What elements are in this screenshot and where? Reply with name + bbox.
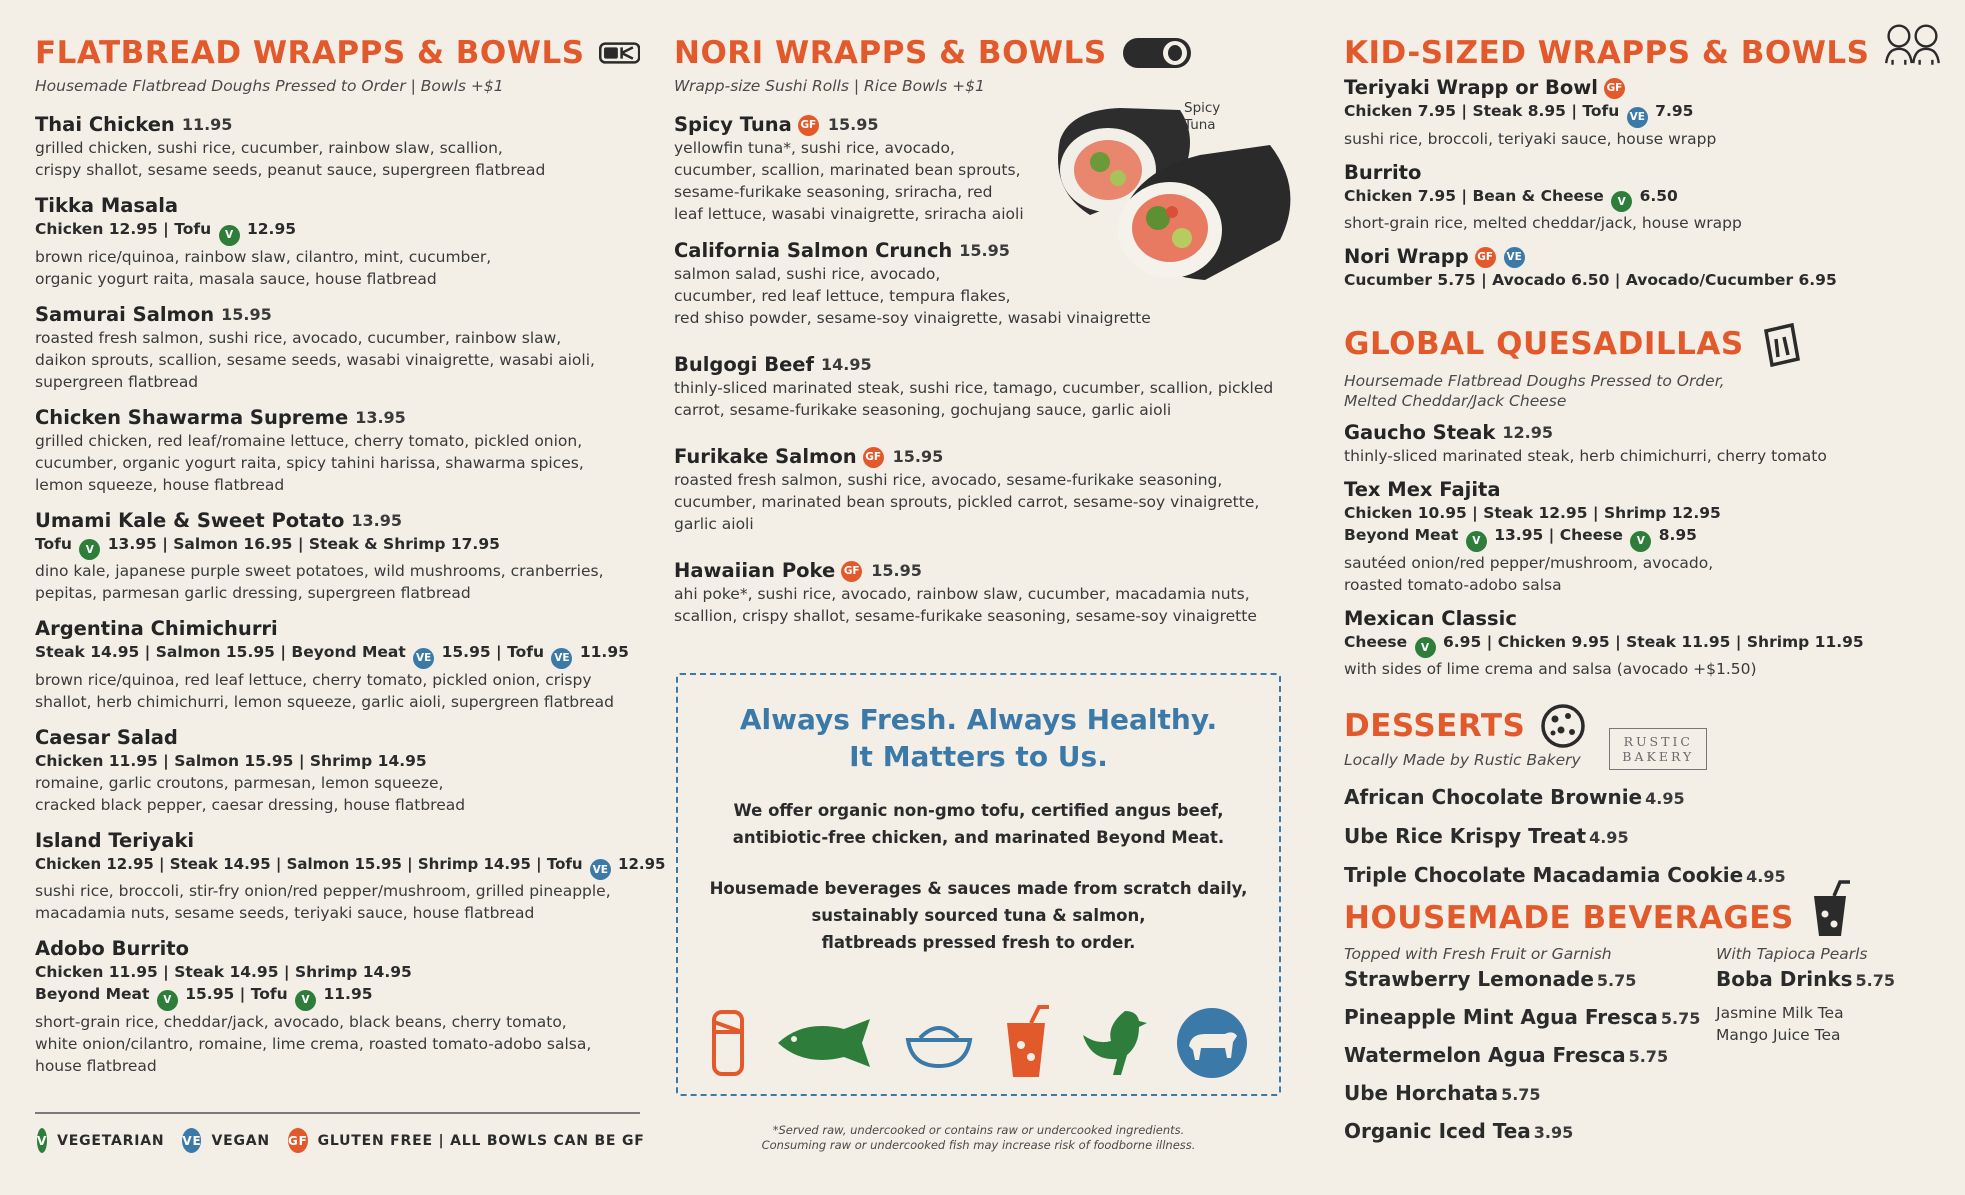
item-description: garlic aioli [674, 515, 754, 533]
item-description: leaf lettuce, wasabi vinaigrette, sriracha aioli [674, 205, 1024, 223]
item-price: 15.95 [221, 304, 272, 324]
item-description: grilled chicken, red leaf/romaine lettuce, cherry tomato, pickled onion, [35, 431, 583, 450]
item-name: Samurai Salmon [35, 302, 215, 326]
spicy-tuna-image-label: Spicy Tuna [1184, 100, 1221, 133]
beverage-item: Organic Iced Tea 3.95 [1344, 1119, 1574, 1143]
beverages-left-subtitle: Topped with Fresh Fruit or Garnish [1344, 945, 1612, 963]
vegan-badge: VE [1627, 107, 1648, 128]
item-description: romaine, garlic croutons, parmesan, lemon squeeze, [35, 773, 444, 792]
gluten-free-badge: GF [288, 1128, 308, 1153]
item-price: 15.95 [959, 241, 1010, 260]
kids-title: KID-SIZED WRAPPS & BOWLS [1344, 34, 1944, 72]
item-description: sushi rice, broccoli, stir-fry onion/red pepper/mushroom, grilled pineapple, [35, 882, 611, 900]
vegetarian-badge: V [1611, 191, 1632, 212]
item-description: thinly-sliced marinated steak, herb chimichurri, cherry tomato [1344, 447, 1827, 465]
item-description: brown rice/quinoa, rainbow slaw, cilantro, mint, cucumber, [35, 247, 492, 266]
item-description: cucumber, red leaf lettuce, tempura flakes, [674, 287, 1011, 305]
vegetarian-badge: V [219, 225, 240, 246]
item-options: Beyond Meat V 13.95 | Cheese V 8.95 [1344, 524, 1944, 552]
menu-item-kids-nori-wrapp [1344, 245, 1944, 291]
vegetarian-badge: V [79, 539, 100, 560]
menu-item-thai-chicken [35, 113, 640, 181]
menu-item-island-teriyaki [35, 828, 666, 925]
item-options: Chicken 10.95 | Steak 12.95 | Shrimp 12.95 [1344, 504, 1721, 522]
vegan-badge: VE [413, 648, 434, 669]
menu-item-hawaiian-poke [674, 559, 1299, 627]
item-name: Teriyaki Wrapp or Bowl [1344, 76, 1598, 99]
item-name: Furikake Salmon [674, 445, 857, 468]
menu-item-bulgogi-beef [674, 353, 1299, 421]
rustic-bakery-logo: RUSTIC BAKERY [1609, 728, 1707, 770]
legend-vegetarian: VEGETARIAN [57, 1132, 165, 1149]
item-name: Nori Wrapp [1344, 245, 1469, 268]
item-options: Chicken 11.95 | Salmon 15.95 | Shrimp 14.95 [35, 751, 427, 770]
drink-icon [1808, 878, 1852, 940]
gluten-free-badge: GF [863, 447, 884, 468]
item-description: macadamia nuts, sesame seeds, teriyaki sauce, house flatbread [35, 904, 535, 922]
boba-flavor: Mango Juice Tea [1716, 1026, 1841, 1044]
gluten-free-badge: GF [798, 115, 819, 136]
chicken-icon [1077, 1005, 1149, 1081]
item-name: Tex Mex Fajita [1344, 478, 1501, 501]
vegan-badge: VE [590, 859, 611, 880]
legend-vegan: VEGAN [211, 1132, 270, 1149]
vegetarian-badge: V [1466, 531, 1487, 552]
item-options: Chicken 12.95 | Steak 14.95 | Salmon 15.95 | Shrimp 14.95 | Tofu VE 12.95 [35, 853, 640, 881]
menu-item-adobo-burrito [35, 937, 640, 1077]
item-name: Mexican Classic [1344, 606, 1517, 630]
menu-item-mexican-classic [1344, 607, 1944, 681]
beverages-right-subtitle: With Tapioca Pearls [1716, 945, 1868, 963]
drink-icon [1001, 1005, 1051, 1081]
nori-title: NORI WRAPPS & BOWLS [674, 34, 1299, 72]
menu-item-furikake-salmon [674, 445, 1299, 535]
right-column [1344, 34, 1944, 1146]
item-description: roasted fresh salmon, sushi rice, avocado, sesame-furikake seasoning, [674, 471, 1223, 489]
item-description: roasted tomato-adobo salsa [1344, 575, 1562, 594]
item-name: Argentina Chimichurri [35, 617, 278, 640]
desserts-header [1344, 702, 1944, 770]
item-price: 11.95 [181, 115, 233, 134]
fresh-paragraph-1: We offer organic non-gmo tofu, certified angus beef, antibiotic-free chicken, and marinated Beyond Meat. [732, 801, 1225, 847]
item-options: Beyond Meat V 15.95 | Tofu V 11.95 [35, 983, 640, 1011]
boba-drinks: Boba Drinks 5.75 [1716, 967, 1896, 991]
menu-item-kids-teriyaki [1344, 76, 1944, 150]
flatbread-section [35, 34, 666, 1077]
quesadillas-title: GLOBAL QUESADILLAS [1344, 321, 1944, 367]
beverages-title: HOUSEMADE BEVERAGES [1344, 896, 1944, 940]
item-description: brown rice/quinoa, red leaf lettuce, cherry tomato, pickled onion, crispy [35, 670, 592, 689]
nori-subtitle: Wrapp-size Sushi Rolls | Rice Bowls +$1 [674, 77, 985, 95]
quesadilla-icon [1758, 321, 1804, 367]
dessert-item: Ube Rice Krispy Treat 4.95 [1344, 824, 1629, 848]
menu-item-gaucho-steak [1344, 421, 1944, 467]
item-description: crispy shallot, sesame seeds, peanut sauce, supergreen flatbread [35, 161, 546, 179]
wrap-icon [708, 1008, 748, 1078]
beverages-list [1344, 940, 1944, 1146]
item-description: dino kale, japanese purple sweet potatoes, wild mushrooms, cranberries, [35, 562, 604, 580]
item-description: ahi poke*, sushi rice, avocado, rainbow slaw, cucumber, macadamia nuts, [674, 585, 1250, 603]
vegetarian-badge: V [37, 1128, 47, 1153]
item-description: supergreen flatbread [35, 372, 199, 391]
item-options: Chicken 12.95 | Tofu V 12.95 [35, 218, 640, 246]
vegetarian-badge: V [1415, 637, 1436, 658]
dessert-item: Triple Chocolate Macadamia Cookie 4.95 [1344, 863, 1786, 887]
item-description: pepitas, parmesan garlic dressing, supergreen flatbread [35, 584, 471, 602]
beverage-item: Ube Horchata 5.75 [1344, 1081, 1541, 1105]
item-description: house flatbread [35, 1056, 157, 1075]
item-price: 15.95 [871, 561, 922, 580]
item-description: shallot, herb chimichurri, lemon squeeze, garlic aioli, supergreen flatbread [35, 692, 614, 711]
item-name: Caesar Salad [35, 725, 178, 749]
gluten-free-badge: GF [1475, 247, 1496, 268]
item-description: cucumber, scallion, marinated bean sprouts, [674, 161, 1021, 179]
item-name: Bulgogi Beef [674, 353, 815, 376]
quesadillas-subtitle: Hoursemade Flatbread Doughs Pressed to Order, Melted Cheddar/Jack Cheese [1344, 372, 1725, 410]
fresh-paragraph-2: Housemade beverages & sauces made from scratch daily, sustainably sourced tuna & salmon, flatbreads pressed fresh to order. [709, 879, 1248, 952]
vegan-badge: VE [551, 648, 572, 669]
menu-item-tikka-masala [35, 194, 640, 290]
item-description: cracked black pepper, caesar dressing, house flatbread [35, 795, 466, 814]
cookie-icon [1539, 702, 1587, 750]
menu-item-argentina-chimichurri [35, 617, 640, 713]
item-description: white onion/cilantro, romaine, lime crema, roasted tomato-adobo salsa, [35, 1034, 592, 1053]
vegan-badge: VE [182, 1128, 201, 1153]
item-options: Chicken 7.95 | Bean & Cheese V 6.50 [1344, 185, 1944, 213]
item-name: Island Teriyaki [35, 828, 195, 852]
always-fresh-box [676, 673, 1281, 1096]
fresh-headline: Always Fresh. Always Healthy. It Matters to Us. [739, 703, 1218, 773]
item-name: Spicy Tuna [674, 113, 792, 136]
item-description: yellowfin tuna*, sushi rice, avocado, [674, 139, 955, 157]
menu-item-kids-burrito [1344, 161, 1944, 235]
item-description: cucumber, organic yogurt raita, spicy tahini harissa, shawarma spices, [35, 453, 584, 472]
item-description: daikon sprouts, scallion, sesame seeds, wasabi vinaigrette, wasabi aioli, [35, 350, 595, 369]
spicy-tuna-wrap-image [1030, 100, 1300, 300]
item-description: with sides of lime crema and salsa (avocado +$1.50) [1344, 660, 1757, 678]
item-name: Chicken Shawarma Supreme [35, 405, 349, 429]
item-name: Thai Chicken [35, 113, 175, 136]
vegetarian-badge: V [1630, 531, 1651, 552]
menu-item-samurai-salmon [35, 303, 640, 393]
item-price: 12.95 [1502, 423, 1554, 442]
kids-icon [1883, 18, 1944, 70]
vegan-badge: VE [1504, 247, 1525, 268]
flatbread-subtitle: Housemade Flatbread Doughs Pressed to Order | Bowls +$1 [35, 77, 504, 95]
beverage-item: Pineapple Mint Agua Fresca 5.75 [1344, 1005, 1701, 1029]
raw-food-footnote: *Served raw, undercooked or contains raw or undercooked ingredients. Consuming raw or undercooked fish may increase risk of foodborne illness. [761, 1123, 1196, 1152]
dessert-item: African Chocolate Brownie 4.95 [1344, 785, 1685, 809]
menu-item-umami-kale [35, 509, 640, 605]
flatbread-title: FLATBREAD WRAPPS & BOWLS [35, 34, 640, 72]
item-name: Gaucho Steak [1344, 421, 1496, 444]
item-options: Chicken 11.95 | Steak 14.95 | Shrimp 14.95 [35, 963, 412, 981]
item-name: Burrito [1344, 160, 1422, 184]
menu-item-chicken-shawarma [35, 406, 640, 496]
item-description: grilled chicken, sushi rice, cucumber, rainbow slaw, scallion, [35, 139, 503, 157]
item-description: red shiso powder, sesame-soy vinaigrette, wasabi vinaigrette [674, 309, 1151, 327]
item-description: sesame-furikake seasoning, sriracha, red [674, 183, 993, 201]
dietary-legend [35, 1112, 645, 1153]
beverage-item: Strawberry Lemonade 5.75 [1344, 967, 1637, 991]
vegetarian-badge: V [295, 990, 316, 1011]
item-price: 13.95 [355, 407, 406, 427]
item-price: 15.95 [827, 115, 879, 134]
item-description: sautéed onion/red pepper/mushroom, avocado, [1344, 553, 1714, 572]
desserts-subtitle: Locally Made by Rustic Bakery [1344, 751, 1581, 769]
desserts-title: DESSERTS [1344, 702, 1587, 750]
item-price: 15.95 [892, 447, 944, 466]
item-description: lemon squeeze, house flatbread [35, 475, 285, 494]
item-options: Chicken 7.95 | Steak 8.95 | Tofu VE 7.95 [1344, 100, 1944, 128]
item-name: Tikka Masala [35, 194, 179, 217]
vegetarian-badge: V [157, 990, 178, 1011]
fish-icon [774, 1017, 878, 1069]
item-options: Steak 14.95 | Salmon 15.95 | Beyond Meat VE 15.95 | Tofu VE 11.95 [35, 641, 640, 669]
boba-flavor: Jasmine Milk Tea [1716, 1004, 1844, 1022]
beverage-item: Watermelon Agua Fresca 5.75 [1344, 1043, 1669, 1067]
gluten-free-badge: GF [841, 561, 862, 582]
item-description: scallion, crispy shallot, sesame-furikake seasoning, sesame-soy vinaigrette [674, 607, 1257, 625]
item-price: 14.95 [821, 355, 872, 374]
item-options: Tofu V 13.95 | Salmon 16.95 | Steak & Shrimp 17.95 [35, 533, 640, 561]
item-description: cucumber, marinated bean sprouts, pickled carrot, sesame-soy vinaigrette, [674, 493, 1260, 511]
item-description: thinly-sliced marinated steak, sushi rice, tamago, cucumber, scallion, pickled [674, 379, 1274, 397]
fresh-icons-row [708, 1005, 1249, 1081]
menu-item-caesar-salad [35, 726, 640, 816]
item-description: short-grain rice, cheddar/jack, avocado, black beans, cherry tomato, [35, 1012, 567, 1031]
item-description: carrot, sesame-furikake seasoning, gochujang sauce, garlic aioli [674, 401, 1172, 419]
gluten-free-badge: GF [1604, 78, 1625, 99]
item-description: salmon salad, sushi rice, avocado, [674, 265, 941, 283]
item-name: Hawaiian Poke [674, 559, 836, 582]
legend-gluten-free: GLUTEN FREE | ALL BOWLS CAN BE GF [317, 1132, 645, 1149]
wrap-icon [599, 35, 640, 71]
item-description: short-grain rice, melted cheddar/jack, house wrapp [1344, 214, 1742, 232]
item-description: organic yogurt raita, masala sauce, house flatbread [35, 269, 437, 288]
item-name: Umami Kale & Sweet Potato [35, 508, 345, 532]
item-description: roasted fresh salmon, sushi rice, avocado, cucumber, rainbow slaw, [35, 328, 562, 347]
desserts-list [1344, 784, 1944, 890]
bowl-icon [904, 1016, 974, 1070]
menu-item-tex-mex-fajita [1344, 478, 1944, 596]
item-description: sushi rice, broccoli, teriyaki sauce, house wrapp [1344, 129, 1717, 148]
item-name: Adobo Burrito [35, 937, 189, 960]
item-price: 13.95 [351, 510, 402, 530]
item-options: Cheese V 6.95 | Chicken 9.95 | Steak 11.95 | Shrimp 11.95 [1344, 631, 1944, 659]
nori-roll-icon [1121, 35, 1193, 71]
cow-icon [1175, 1006, 1249, 1080]
item-options: Cucumber 5.75 | Avocado 6.50 | Avocado/Cucumber 6.95 [1344, 271, 1837, 289]
item-name: California Salmon Crunch [674, 239, 953, 262]
